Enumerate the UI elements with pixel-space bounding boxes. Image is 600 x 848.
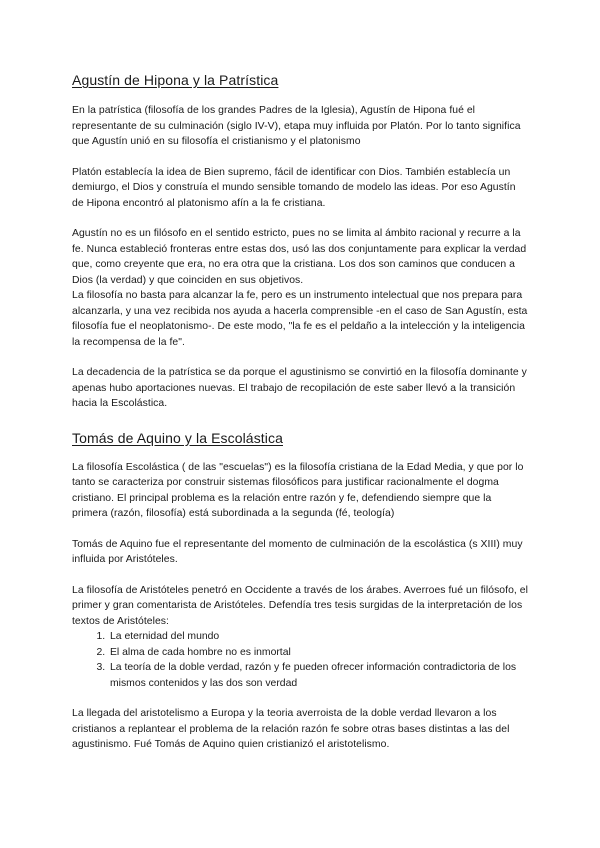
paragraph: Platón establecía la idea de Bien supremo, fácil de identificar con Dios. También establecía un demiurgo, el Dios y construía el mundo sensible tomando de modelo las ideas. Por eso Agustín de Hipona encontró al platonismo afín a la fe cristiana. bbox=[72, 166, 516, 209]
section-title-agustin: Agustín de Hipona y la Patrística bbox=[72, 72, 279, 88]
list-item: 3. La teoría de la doble verdad, razón y fe pueden ofrecer información contradictoria de los mismos contenidos y las dos son verdad bbox=[108, 660, 528, 691]
paragraph: La llegada del aristotelismo a Europa y la teoria averroista de la doble verdad llevaron a los cristianos a replantear el problema de la relación razón fe sobre otras bases distintas a las del agustinismo. Fué Tomás de Aquino quien cristianizó el aristotelismo. bbox=[72, 708, 510, 750]
paragraph: La filosofía de Aristóteles penetró en Occidente a través de los árabes. Averroes fué un filósofo, el primer y gran comentarista de Aristóteles. Defendía tres tesis surgidas de la interpretación de los textos de Aristóteles: bbox=[72, 584, 528, 627]
paragraph: La decadencia de la patrística se da porque el agustinismo se convirtió en la filosofía dominante y apenas hubo aportaciones nuevas. El trabajo de recopilación de este saber llevó a la transición hacia la Escolástica. bbox=[72, 367, 527, 409]
paragraph: La filosofía Escolástica ( de las "escuelas") es la filosofía cristiana de la Edad Media, y que por lo tanto se caracteriza por construir sistemas filosóficos para justificar racionalmente el dogma cristiano. El principal problema es la relación entre razón y fe, defendiendo siempre que la primera (razón, filosofía) está subordinada a la segunda (fé, teología) bbox=[72, 461, 524, 519]
list-item: 1. La eternidad del mundo bbox=[108, 629, 528, 645]
paragraph: Tomás de Aquino fue el representante del momento de culminación de la escolástica (s XIII) muy influida por Aristóteles. bbox=[72, 538, 523, 565]
paragraph: En la patrística (filosofía de los grandes Padres de la Iglesia), Agustín de Hipona fué el representante de su culminación (siglo IV-V), etapa muy influida por Platón. Por lo tanto significa que Agustín unió en su filosofía el cristianismo y el platonismo bbox=[72, 105, 521, 147]
section-title-tomas: Tomás de Aquino y la Escolástica bbox=[72, 429, 283, 446]
paragraph: La filosofía no basta para alcanzar la fe, pero es un instrumento intelectual que nos prepara para alcanzarla, y una vez recibida nos ayuda a hacerla comprensible -en el caso de San Agustín, esta filosofía fue el neoplatonismo-. De este modo, "la fe es el peldaño a la intelección y la inteligencia la recompensa de la fe". bbox=[72, 290, 528, 348]
document-content bbox=[72, 72, 528, 753]
thesis-list bbox=[72, 629, 528, 691]
list-item: 2. El alma de cada hombre no es inmortal bbox=[108, 645, 528, 661]
paragraph: Agustín no es un filósofo en el sentido estricto, pues no se limita al ámbito racional y recurre a la fe. Nunca estableció fronteras entre estas dos, usó las dos conjuntamente para explicar la verdad que, como creyente que era, no era otra que la cristiana. Los dos son caminos que conducen a Dios (la verdad) y que coinciden en sus objetivos. bbox=[72, 228, 527, 286]
